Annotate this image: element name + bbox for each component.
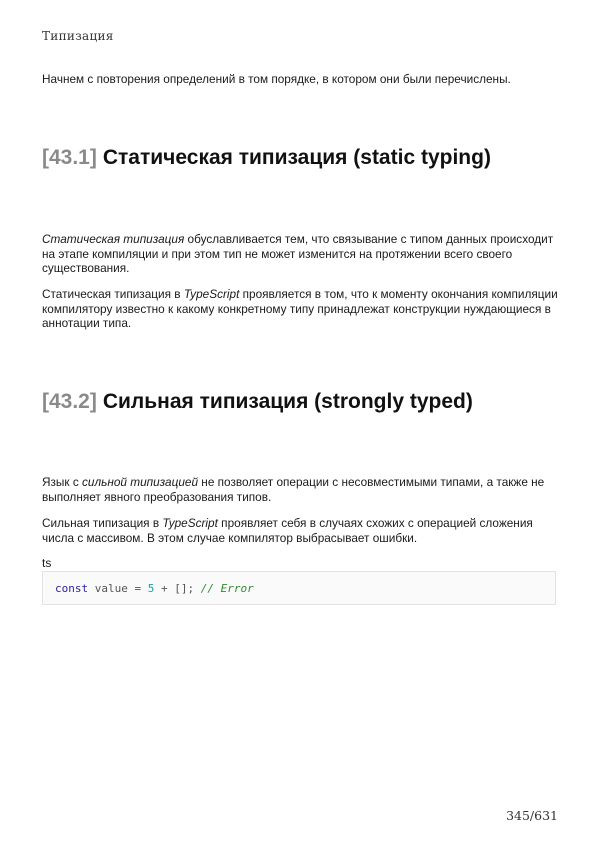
running-header: Типизация <box>42 29 114 43</box>
paragraph-static-definition <box>42 232 562 276</box>
section-number: [43.2] <box>42 390 97 413</box>
paragraph-static-typescript <box>42 287 562 331</box>
code-keyword: const <box>55 582 89 595</box>
paragraph-strong-definition <box>42 475 562 504</box>
paragraph-text: проявляется в том, что к моменту окончания компиляции компилятору известно к какому конкретному типу принадлежат конструкции нуждающиеся в аннотации типа. <box>42 287 558 331</box>
section-title: Статическая типизация (static typing) <box>102 146 491 169</box>
section-heading-43-2 <box>42 390 473 414</box>
code-block <box>42 571 556 605</box>
code-language-label: ts <box>42 556 52 570</box>
paragraph-strong-typescript <box>42 516 562 545</box>
section-heading-43-1 <box>42 146 491 170</box>
code-comment: // Error <box>200 582 254 595</box>
section-title: Сильная типизация (strongly typed) <box>102 390 473 413</box>
page-number: 345/631 <box>506 808 558 823</box>
code-number: 5 <box>147 582 155 595</box>
emphasis-term: TypeScript <box>162 516 218 530</box>
intro-paragraph: Начнем с повторения определений в том порядке, в котором они были перечислены. <box>42 72 511 86</box>
paragraph-text: Статическая типизация в <box>42 287 184 301</box>
emphasis-term: Статическая типизация <box>42 232 185 246</box>
code-operator: + []; <box>154 582 201 595</box>
emphasis-term: сильной типизацией <box>82 475 199 489</box>
paragraph-text: проявляет себя в случаях схожих с операцией сложения числа с массивом. В этом случае компилятор выбрасывает ошибки. <box>42 516 533 545</box>
paragraph-text: Сильная типизация в <box>42 516 163 530</box>
paragraph-text: не позволяет операции с несовместимыми типами, а также не выполняет явного преобразования типов. <box>42 475 545 504</box>
code-identifier: value = <box>88 582 148 595</box>
section-number: [43.1] <box>42 146 97 169</box>
paragraph-text: Язык с <box>42 475 83 489</box>
paragraph-text: обуславливается тем, что связывание с типом данных происходит на этапе компиляции и при этом тип не может изменится на протяжении всего своего существования. <box>42 232 554 276</box>
emphasis-term: TypeScript <box>183 287 240 301</box>
